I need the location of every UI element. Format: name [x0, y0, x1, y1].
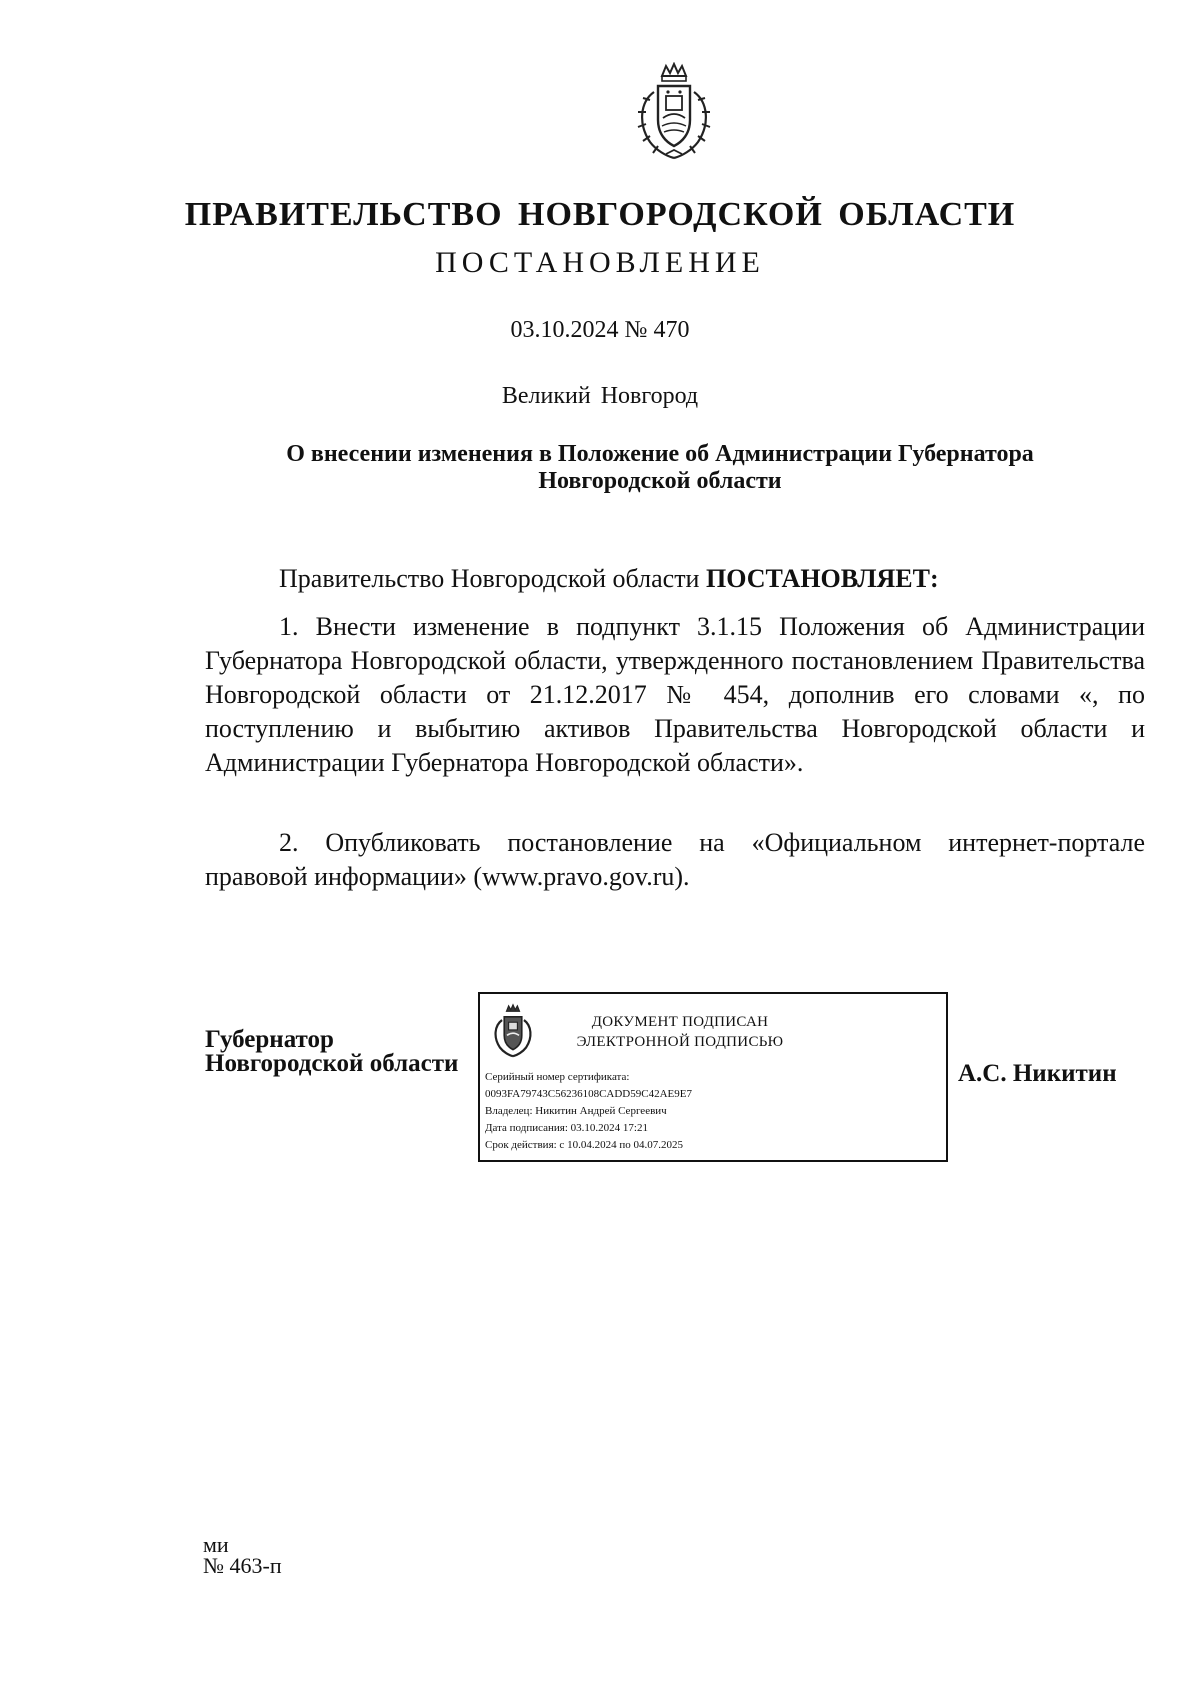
stamp-heading [560, 1012, 800, 1052]
registration-number: № 463-п [203, 1553, 282, 1578]
stamp-signed-date: Дата подписания: 03.10.2024 17:21 [485, 1122, 648, 1134]
document-subject [200, 441, 1120, 495]
signer-title-line-1: Губернатор [205, 1026, 334, 1053]
electronic-signature-stamp [478, 992, 948, 1162]
stamp-heading-line-1: ДОКУМЕНТ ПОДПИСАН [591, 1014, 769, 1030]
document-type: ПОСТАНОВЛЕНИЕ [435, 246, 765, 279]
document-date-number: 03.10.2024 № 470 [510, 317, 690, 343]
document-city: Великий Новгород [501, 383, 699, 409]
stamp-serial-number: 0093FA79743C56236108CADD59C42AE9E7 [485, 1088, 692, 1100]
preamble-text: Правительство Новгородской области [279, 564, 706, 593]
stamp-coat-of-arms-icon [490, 1002, 536, 1060]
government-name: ПРАВИТЕЛЬСТВО НОВГОРОДСКОЙ ОБЛАСТИ [184, 196, 1016, 233]
preamble-resolves: ПОСТАНОВЛЯЕТ: [705, 564, 939, 593]
subject-line-2: Новгородской области [538, 468, 782, 494]
paragraph-2: 2. Опубликовать постановление на «Официальном интернет-портале правовой информации» (www.pravo.gov.ru). [205, 828, 1145, 891]
stamp-serial-label: Серийный номер сертификата: [485, 1071, 630, 1083]
subject-line-1: О внесении изменения в Положение об Администрации Губернатора [286, 441, 1034, 467]
registration-initials: ми [203, 1532, 229, 1557]
stamp-heading-line-2: ЭЛЕКТРОННОЙ ПОДПИСЬЮ [576, 1034, 784, 1050]
registration-note [203, 1534, 282, 1576]
paragraph-1: 1. Внести изменение в подпункт 3.1.15 Положения об Администрации Губернатора Новгородской области, утвержденного постановлением Правительства Новгородской области от 21.12.2017 № 454, дополнив его словами «, по поступлению и выбытию активов Правительства Новгородской области и Администрации Губернатора Новгородской области». [205, 612, 1145, 777]
coat-of-arms-icon [632, 62, 716, 162]
signer-name: А.С. Никитин [958, 1060, 1117, 1087]
signer-title-line-2: Новгородской области [205, 1050, 459, 1077]
preamble [205, 562, 1145, 596]
stamp-validity: Срок действия: с 10.04.2024 по 04.07.2025 [485, 1139, 683, 1151]
signer-title [205, 1028, 458, 1076]
stamp-owner: Владелец: Никитин Андрей Сергеевич [485, 1105, 667, 1117]
stamp-details [485, 1069, 692, 1154]
